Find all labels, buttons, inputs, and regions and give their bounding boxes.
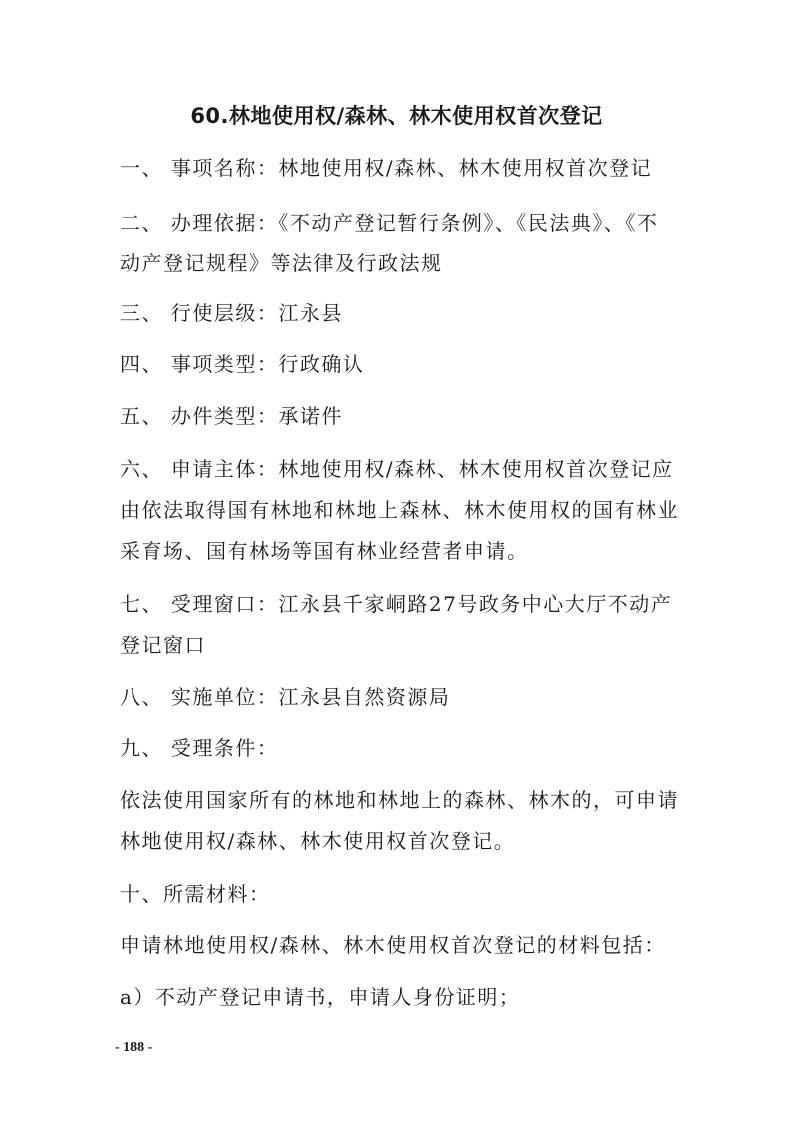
- item-type-line: 四、 事项类型：行政确认: [120, 352, 365, 376]
- materials-intro: 申请林地使用权/森林、林木使用权首次登记的材料包括：: [120, 933, 666, 957]
- conditions-heading: 九、 受理条件：: [120, 736, 279, 760]
- basis-line-1: 二、 办理依据：《不动产登记暂行条例》、《民法典》、《不: [120, 211, 659, 235]
- page-number: - 188 -: [115, 1040, 153, 1055]
- applicant-line-2: 由依法取得国有林地和林地上森林、林木使用权的国有林业: [120, 498, 679, 522]
- unit-line: 八、 实施单位：江永县自然资源局: [120, 685, 451, 709]
- window-line-1: 七、 受理窗口：江永县千家峒路27号政务中心大厅不动产: [120, 592, 673, 616]
- level-line: 三、 行使层级：江永县: [120, 301, 343, 325]
- applicant-line-1: 六、 申请主体：林地使用权/森林、林木使用权首次登记应: [120, 457, 674, 481]
- window-line-2: 登记窗口: [120, 633, 206, 657]
- conditions-line-1: 依法使用国家所有的林地和林地上的森林、林木的，可申请: [120, 788, 679, 812]
- page-title: 60.林地使用权/森林、林木使用权首次登记: [190, 104, 603, 128]
- materials-heading: 十、所需材料：: [120, 882, 271, 906]
- item-name-line: 一、 事项名称：林地使用权/森林、林木使用权首次登记: [120, 156, 653, 180]
- case-type-line: 五、 办件类型：承诺件: [120, 404, 343, 428]
- basis-line-2: 动产登记规程》等法律及行政法规: [120, 251, 443, 275]
- conditions-line-2: 林地使用权/森林、林木使用权首次登记。: [120, 829, 516, 853]
- applicant-line-3: 采育场、国有林场等国有林业经营者申请。: [120, 539, 529, 563]
- materials-item-a: a）不动产登记申请书，申请人身份证明；: [120, 985, 521, 1009]
